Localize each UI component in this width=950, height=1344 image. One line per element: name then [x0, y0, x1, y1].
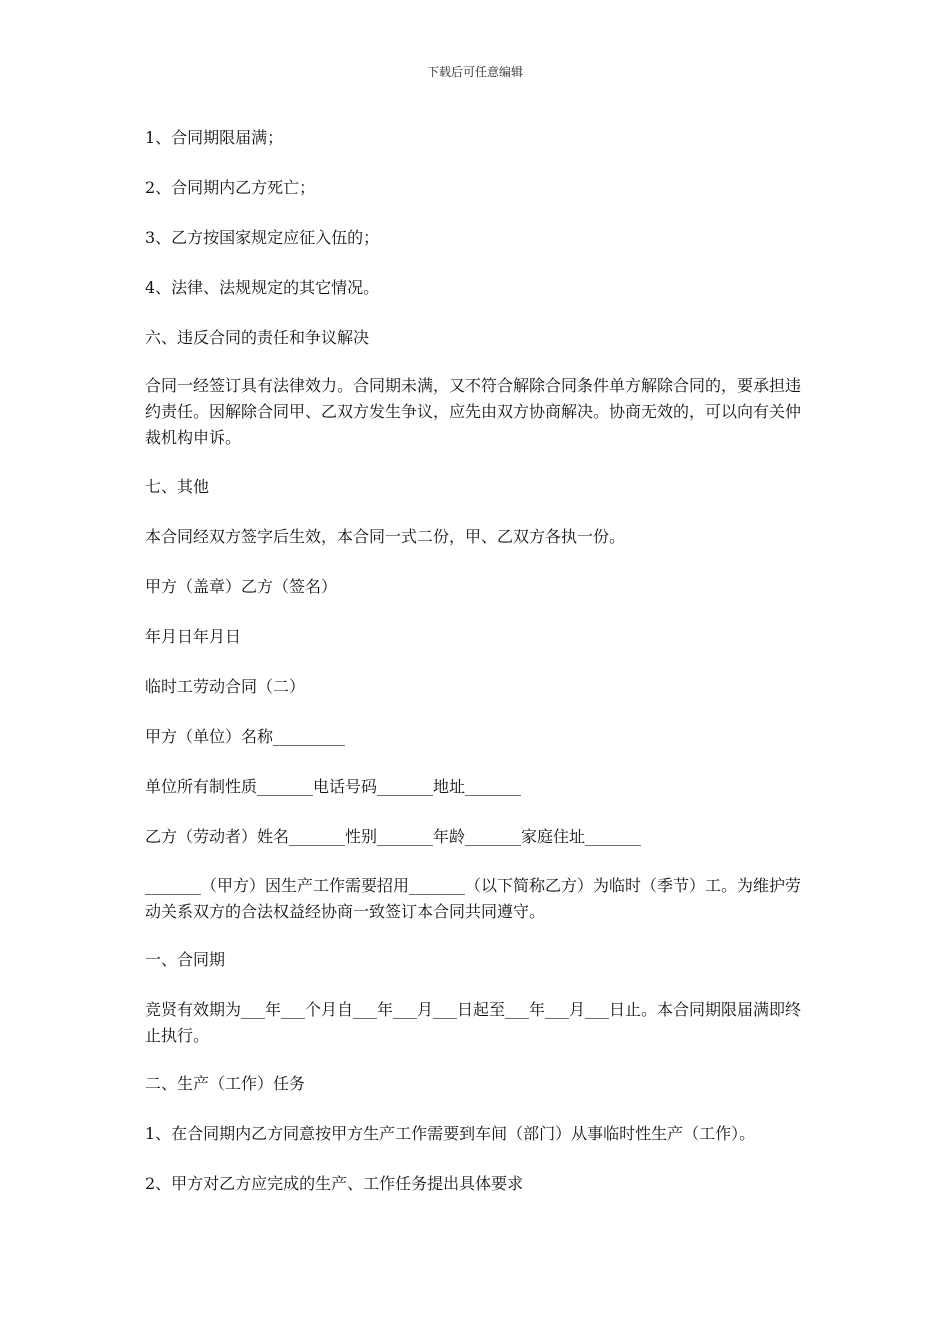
party-a-info-line: 单位所有制性质_______电话号码_______地址_______ [145, 777, 522, 796]
effect-paragraph: 本合同经双方签字后生效，本合同一式二份，甲、乙双方各执一份。 [145, 527, 626, 546]
hiring-paragraph: _______（甲方）因生产工作需要招用_______（以下简称乙方）为临时（季节）工。为维护劳动关系双方的合法权益经协商一致签订本合同共同遵守。 [145, 876, 802, 921]
signature-line: 甲方（盖章）乙方（签名） [145, 577, 338, 596]
clause-4: 4、法律、法规规定的其它情况。 [145, 278, 380, 297]
party-b-info-line: 乙方（劳动者）姓名_______性别_______年龄_______家庭住址_______ [145, 827, 642, 846]
term-paragraph: 竞贤有效期为___年___个月自___年___月___日起至___年___月___日止。本合同期限届满即终止执行。 [145, 1000, 802, 1045]
clause-3: 3、乙方按国家规定应征入伍的； [145, 228, 380, 247]
section-heading-6: 六、违反合同的责任和争议解决 [145, 328, 370, 347]
task-clause-2: 2、甲方对乙方应完成的生产、工作任务提出具体要求 [145, 1174, 524, 1193]
party-a-name-line: 甲方（单位）名称_________ [145, 727, 346, 746]
section-heading-1: 一、合同期 [145, 950, 226, 969]
liability-paragraph: 合同一经签订具有法律效力。合同期未满，又不符合解除合同条件单方解除合同的，要承担违约责任。因解除合同甲、乙双方发生争议，应先由双方协商解决。协商无效的，可以向有关仲裁机构申诉。 [145, 376, 802, 447]
clause-2: 2、合同期内乙方死亡； [145, 178, 316, 197]
clause-1: 1、合同期限届满； [145, 128, 284, 147]
page-header: 下载后可任意编辑 [426, 65, 523, 79]
section-heading-7: 七、其他 [145, 477, 210, 496]
date-line: 年月日年月日 [145, 627, 242, 646]
contract-title-2: 临时工劳动合同（二） [145, 677, 306, 696]
section-heading-2: 二、生产（工作）任务 [145, 1074, 306, 1093]
task-clause-1: 1、在合同期内乙方同意按甲方生产工作需要到车间（部门）从事临时性生产（工作）。 [145, 1124, 756, 1143]
